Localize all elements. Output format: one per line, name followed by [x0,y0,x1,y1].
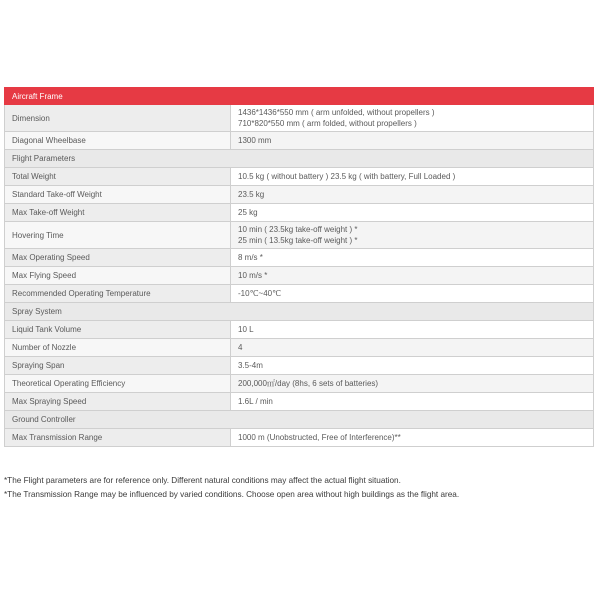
table-row [5,393,594,411]
spec-value [231,285,594,303]
section-title: Spray System [5,303,594,321]
spec-value [231,375,594,393]
table-row [5,249,594,267]
spec-label: Spraying Span [5,357,231,375]
spec-value-line: 4 [238,343,243,352]
table-row [5,105,594,132]
spec-label: Standard Take-off Weight [5,186,231,204]
spec-value-line: 200,000㎡/day (8hs, 6 sets of batteries) [238,379,379,388]
spec-value-line: 3.5-4m [238,361,263,370]
spec-value [231,321,594,339]
spec-value [231,204,594,222]
spec-label: Dimension [5,105,231,132]
spec-label: Max Take-off Weight [5,204,231,222]
spec-value [231,132,594,150]
spec-value [231,105,594,132]
table-header-row [5,88,594,105]
table-row [5,429,594,447]
table-row [5,321,594,339]
spec-value [231,393,594,411]
section-title: Flight Parameters [5,150,594,168]
spec-value-line: 25 kg [238,208,258,217]
spec-label: Max Transmission Range [5,429,231,447]
spec-value-line: 10 L [238,325,254,334]
spec-label: Diagonal Wheelbase [5,132,231,150]
spec-table [4,87,594,447]
spec-label: Max Flying Speed [5,267,231,285]
spec-label: Theoretical Operating Efficiency [5,375,231,393]
spec-label: Recommended Operating Temperature [5,285,231,303]
spec-value [231,357,594,375]
table-header: Aircraft Frame [5,88,594,105]
table-row [5,222,594,249]
spec-label: Total Weight [5,168,231,186]
table-row [5,357,594,375]
table-row [5,204,594,222]
table-row [5,267,594,285]
spec-label: Number of Nozzle [5,339,231,357]
table-row [5,285,594,303]
footnotes [4,474,594,502]
table-row [5,339,594,357]
table-row [5,186,594,204]
spec-label: Max Operating Speed [5,249,231,267]
spec-value [231,222,594,249]
spec-value-line: 1300 mm [238,136,272,145]
spec-value-line: 25 min ( 13.5kg take-off weight ) * [238,236,358,245]
footnote-flight-parameters: *The Flight parameters are for reference only. Different natural conditions may affect the actual flight situation. [4,476,401,485]
spec-value [231,186,594,204]
spec-label: Hovering Time [5,222,231,249]
spec-value-line: 23.5 kg [238,190,265,199]
table-row [5,132,594,150]
spec-value [231,267,594,285]
spec-value-line: -10℃~40℃ [238,289,282,298]
table-row [5,375,594,393]
footnote-transmission-range: *The Transmission Range may be influenced by varied conditions. Choose open area without high buildings as the flight area. [4,490,460,499]
section-row [5,303,594,321]
section-title: Ground Controller [5,411,594,429]
section-row [5,411,594,429]
spec-value-line: 8 m/s * [238,253,263,262]
spec-value-line: 10.5 kg ( without battery ) 23.5 kg ( with battery, Full Loaded ) [238,172,456,181]
spec-value [231,429,594,447]
spec-value [231,168,594,186]
spec-value-line: 1000 m (Unobstructed, Free of Interference)** [238,433,401,442]
spec-value-line: 710*820*550 mm ( arm folded, without propellers ) [238,119,417,128]
spec-value-line: 10 min ( 23.5kg take-off weight ) * [238,225,358,234]
spec-value-line: 1436*1436*550 mm ( arm unfolded, without propellers ) [238,108,435,117]
spec-table-body [5,88,594,447]
spec-value [231,339,594,357]
spec-value [231,249,594,267]
spec-label: Liquid Tank Volume [5,321,231,339]
spec-value-line: 1.6L / min [238,397,273,406]
section-row [5,150,594,168]
spec-label: Max Spraying Speed [5,393,231,411]
spec-value-line: 10 m/s * [238,271,268,280]
table-row [5,168,594,186]
